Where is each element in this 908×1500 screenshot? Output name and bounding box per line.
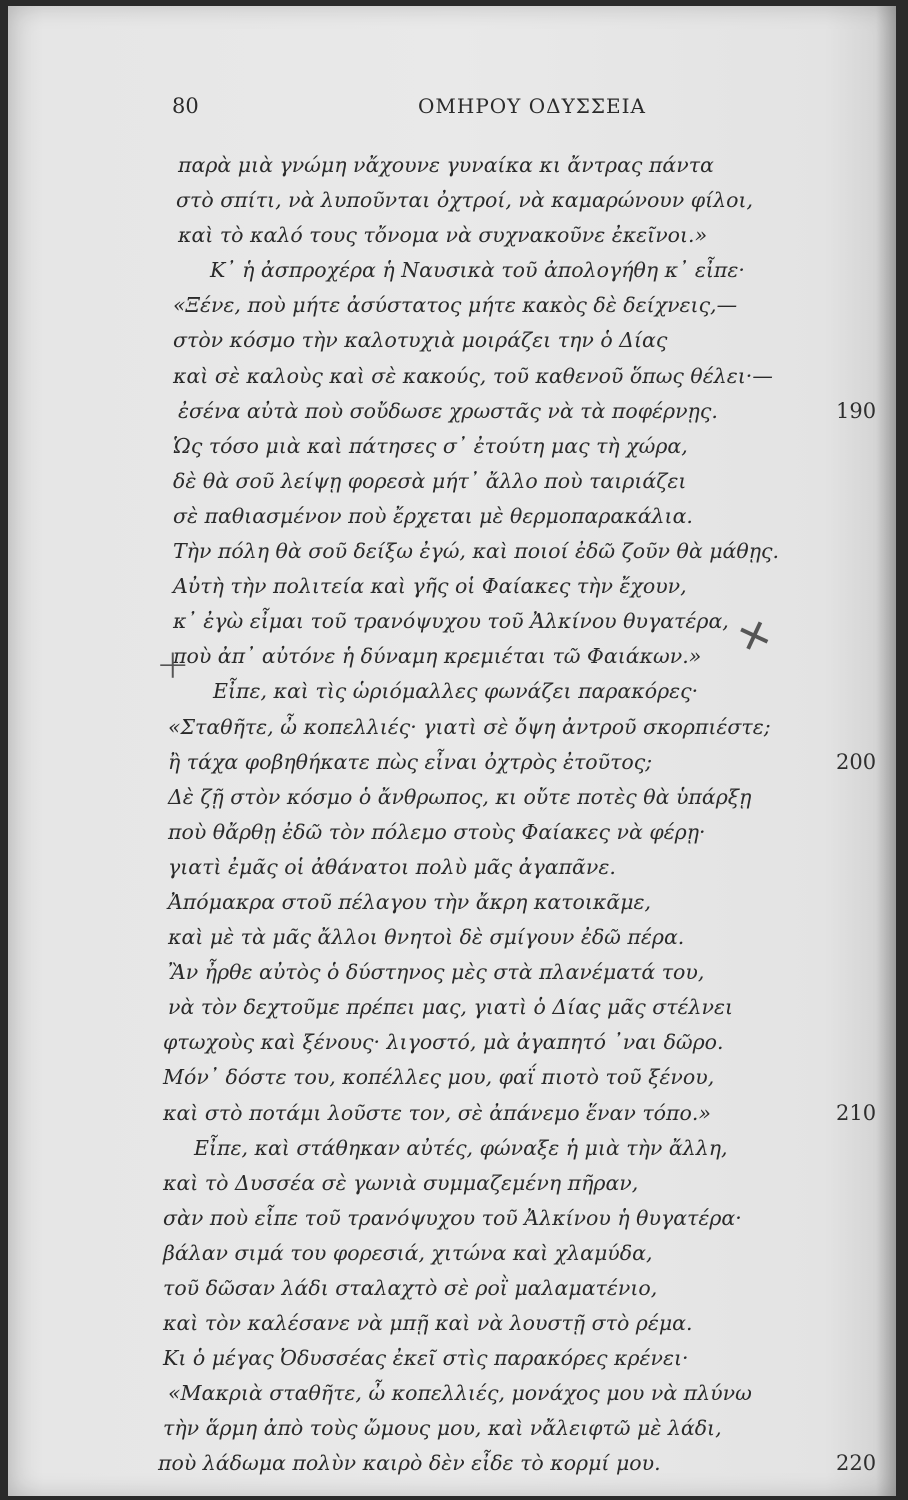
- verse-line-text: «Σταθῆτε, ὦ κοπελλιές· γιατὶ σὲ ὄψη ἀντροῦ σκορπιέστε;: [168, 714, 771, 739]
- verse-line-text: Εἶπε, καὶ στάθηκαν αὐτές, φώναξε ἡ μιὰ τὴν ἄλλη,: [194, 1135, 728, 1160]
- verse-line: [8, 183, 896, 218]
- verse-line: [8, 885, 896, 920]
- verse-line: [8, 955, 896, 990]
- handwritten-margin-mark: +: [156, 642, 190, 688]
- verse-line-text: «Μακριὰ σταθῆτε, ὦ κοπελλιές, μονάχος μου νὰ πλύνω: [168, 1381, 752, 1406]
- verse-line-text: Αὐτὴ τὴν πολιτεία καὶ γῆς οἱ Φαίακες τὴν ἔχουν,: [173, 574, 687, 599]
- verse-line: [8, 1060, 896, 1095]
- verse-line: [8, 1271, 896, 1306]
- verse-line: [8, 990, 896, 1025]
- verse-line-text: καὶ τὸ Δυσσέα σὲ γωνιὰ συμμαζεμένη πῆραν,: [163, 1170, 639, 1195]
- verse-line-text: Κι ὁ μέγας Ὀδυσσέας ἐκεῖ στὶς παρακόρες κρένει·: [163, 1346, 689, 1371]
- verse-line: [8, 850, 896, 885]
- verse-line-text: ποὺ ἀπ᾽ αὐτόνε ἡ δύναμη κρεμιέται τῶ Φαιάκων.»: [173, 644, 702, 669]
- verse-line-text: καὶ σὲ καλοὺς καὶ σὲ κακούς, τοῦ καθενοῦ ὅπως θέλει·—: [173, 363, 773, 388]
- verse-line: [8, 1025, 896, 1060]
- verse-block: [8, 148, 896, 1482]
- verse-line: [8, 218, 896, 253]
- verse-line: [8, 1096, 896, 1131]
- handwritten-cross-mark: ✕: [731, 609, 779, 665]
- verse-line: [8, 1166, 896, 1201]
- verse-line-text: δὲ θὰ σοῦ λείψῃ φορεσὰ μήτ᾽ ἄλλο ποὺ ταιριάζει: [173, 468, 687, 493]
- verse-line-text: Εἶπε, καὶ τὶς ὡριόμαλλες φωνάζει παρακόρες·: [213, 679, 699, 704]
- verse-line-text: στὸν κόσμο τὴν καλοτυχιὰ μοιράζει την ὁ Δίας: [173, 328, 668, 353]
- verse-line: [8, 1341, 896, 1376]
- line-number: 200: [836, 749, 877, 774]
- verse-line: [8, 780, 896, 815]
- verse-line-text: «Ξένε, ποὺ μήτε ἀσύστατος μήτε κακὸς δὲ δείχνεις,—: [173, 293, 738, 318]
- verse-line-text: Τὴν πόλη θὰ σοῦ δείξω ἐγώ, καὶ ποιοί ἐδῶ ζοῦν θὰ μάθῃς.: [173, 539, 780, 564]
- verse-line: [8, 253, 896, 288]
- verse-line: [8, 569, 896, 604]
- verse-line: [8, 1376, 896, 1411]
- line-number: 210: [836, 1100, 877, 1125]
- verse-line-text: κ᾽ ἐγὼ εἶμαι τοῦ τρανόψυχου τοῦ Ἀλκίνου θυγατέρα,: [173, 609, 729, 634]
- verse-line: [8, 1236, 896, 1271]
- verse-line-text: ἐσένα αὐτὰ ποὺ σοὔδωσε χρωστᾶς νὰ τὰ ποφέρνῃς.: [178, 398, 718, 423]
- verse-line-text: φτωχοὺς καὶ ξένους· λιγοστό, μὰ ἀγαπητό ᾽ναι δῶρο.: [163, 1030, 724, 1055]
- verse-line: [8, 815, 896, 850]
- verse-line-text: Ἂν ἦρθε αὐτὸς ὁ δύστηνος μὲς στὰ πλανέματά του,: [168, 960, 705, 985]
- verse-line: [8, 499, 896, 534]
- verse-line-text: τοῦ δῶσαν λάδι σταλαχτὸ σὲ ροῒ μαλαματένιο,: [163, 1276, 658, 1300]
- running-title: ΟΜΗΡΟΥ ΟΔΥΣΣΕΙΑ: [418, 94, 646, 118]
- verse-line-text: καὶ μὲ τὰ μᾶς ἄλλοι θνητοὶ δὲ σμίγουν ἐδῶ πέρα.: [168, 925, 685, 950]
- verse-line-text: παρὰ μιὰ γνώμη νἄχουνε γυναίκα κι ἄντρας πάντα: [178, 153, 714, 177]
- verse-line-text: στὸ σπίτι, νὰ λυποῦνται ὀχτροί, νὰ καμαρώνουν φίλοι,: [176, 188, 754, 213]
- verse-line-text: βάλαν σιμά του φορεσιά, χιτώνα καὶ χλαμύδα,: [163, 1240, 653, 1265]
- verse-line: [8, 1131, 896, 1166]
- verse-line-text: γιατὶ ἐμᾶς οἱ ἀθάνατοι πολὺ μᾶς ἀγαπᾶνε.: [168, 854, 616, 879]
- verse-line: [8, 394, 896, 429]
- verse-line: [8, 429, 896, 464]
- verse-line-text: καὶ στὸ ποτάμι λοῦστε τον, σὲ ἀπάνεμο ἕναν τόπο.»: [163, 1100, 711, 1125]
- verse-line: [8, 359, 896, 394]
- verse-line-text: Ὡς τόσο μιὰ καὶ πάτησες σ᾽ ἐτούτη μας τὴ χώρα,: [173, 433, 688, 458]
- verse-line: [8, 710, 896, 745]
- line-number: 190: [836, 398, 877, 423]
- verse-line-text: Μόν᾽ δόστε του, κοπέλλες μου, φαΐ πιοτὸ τοῦ ξένου,: [163, 1065, 715, 1090]
- verse-line: [8, 323, 896, 358]
- verse-line-text: ποὺ λάδωμα πολὺν καιρὸ δὲν εἶδε τὸ κορμί μου.: [158, 1451, 661, 1476]
- verse-line: [8, 745, 896, 780]
- book-page: [8, 6, 896, 1496]
- verse-line-text: νὰ τὸν δεχτοῦμε πρέπει μας, γιατὶ ὁ Δίας μᾶς στέλνει: [168, 995, 734, 1020]
- verse-line-text: Ἀπόμακρα στοῦ πέλαγου τὴν ἄκρη κατοικᾶμε,: [168, 889, 652, 914]
- verse-line: [8, 1446, 896, 1481]
- verse-line: [8, 534, 896, 569]
- verse-line: [8, 288, 896, 323]
- line-number: 220: [836, 1451, 877, 1476]
- verse-line-text: τὴν ἅρμη ἀπὸ τοὺς ὤμους μου, καὶ νἄλειφτῶ μὲ λάδι,: [163, 1416, 722, 1441]
- verse-line: [8, 148, 896, 183]
- page-number: 80: [172, 94, 199, 118]
- page-header: [8, 94, 896, 124]
- verse-line-text: ἢ τάχα φοβηθήκατε πὼς εἶναι ὀχτρὸς ἐτοῦτος;: [168, 749, 653, 774]
- verse-line: [8, 1411, 896, 1446]
- verse-line: [8, 1201, 896, 1236]
- verse-line: [8, 674, 896, 709]
- verse-line-text: σὰν ποὺ εἶπε τοῦ τρανόψυχου τοῦ Ἀλκίνου ἡ θυγατέρα·: [163, 1205, 742, 1230]
- verse-line-text: καὶ τὸν καλέσανε νὰ μπῇ καὶ νὰ λουστῇ στὸ ρέμα.: [163, 1311, 693, 1336]
- verse-line: [8, 464, 896, 499]
- verse-line-text: καὶ τὸ καλό τους τὄνομα νὰ συχνακοῦνε ἐκεῖνοι.»: [178, 223, 708, 248]
- verse-line: [8, 920, 896, 955]
- verse-line: [8, 1306, 896, 1341]
- verse-line-text: Κ᾽ ἡ ἀσπροχέρα ἡ Ναυσικὰ τοῦ ἀπολογήθη κ᾽ εἶπε·: [210, 258, 745, 283]
- verse-line-text: σὲ παθιασμένον ποὺ ἔρχεται μὲ θερμοπαρακάλια.: [173, 503, 693, 528]
- verse-line-text: ποὺ θἄρθῃ ἐδῶ τὸν πόλεμο στοὺς Φαίακες νὰ φέρῃ·: [168, 819, 706, 844]
- verse-line-text: Δὲ ζῇ στὸν κόσμο ὁ ἄνθρωπος, κι οὔτε ποτὲς θὰ ὑπάρξῃ: [168, 784, 752, 809]
